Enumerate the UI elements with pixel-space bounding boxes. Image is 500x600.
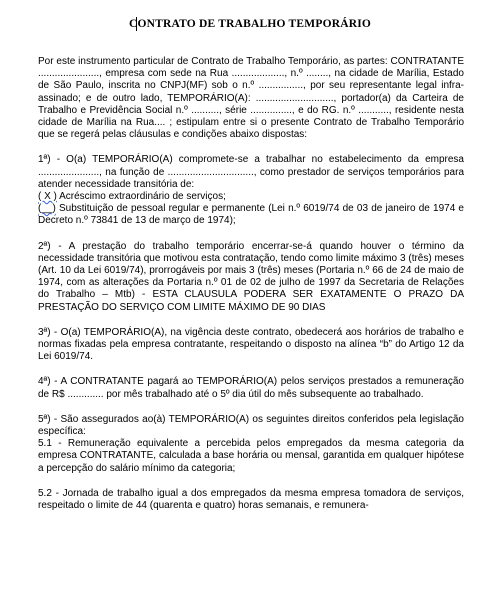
document-title: CONTRATO DE TRABALHO TEMPORÁRIO [128,18,372,30]
clause-5-heading: 5ª) - São assegurados ao(à) TEMPORÁRIO(A) os seguintes direitos conferidos pela legislação específica: [38,413,464,438]
clause-5-item-1: 5.1 - Remuneração equivalente a percebida pelos empregados da mesma categoria da empresa CONTRATANTE, calculada a base horária ou mensal, garantida em qualquer hipótese a percepção do salário mínimo da categoria; [38,438,464,474]
option-2-text: Substituição de pessoal regular e permanente (Lei n.º 6019/74 de 03 de janeiro de 1974 e Decreto n.º 73841 de 13 de março de 1974); [38,203,464,227]
option-1-text: Acréscimo extraordinário de serviços; [56,191,226,203]
clause-1: 1ª) - O(a) TEMPORÁRIO(A) compromete-se a trabalhar no estabelecimento da empresa ......................, na função de ..............................., como prestador de serviços temporários para atender necessidade transitória de: [38,154,464,190]
document-body[interactable] [38,56,464,525]
clause-1-option-1 [38,191,464,203]
checkbox-mark-2[interactable]: (__) [38,203,56,215]
clause-5-item-2: 5.2 - Jornada de trabalho igual a dos empregados da mesma empresa tomadora de serviços, respeitado o limite de 44 (quarenta e quatro) horas semanais, e remunera- [38,487,464,512]
intro-paragraph: Por este instrumento particular de Contrato de Trabalho Temporário, as partes: CONTRATANTE ......................, empresa com sede na Rua ..................., n.º ........, na cidade de Marília, Estado de São Paulo, inscrita no CNPJ(MF) sob o n.º ................, por seu representante legal infra-assinado; e de outro lado, TEMPORÁRIO(A): ............................, portador(a) da Carteira de Trabalho e Previdência Social n.º .........., série ..............., e do RG. n.º ..........., residente nesta cidade de Marília na Rua.... ; estipulam entre si o presente Contrato de Trabalho Temporário que se regerá pelas cláusulas e condições abaixo dispostas: [38,56,464,141]
clause-1-option-2 [38,203,464,227]
clause-2: 2ª) - A prestação do trabalho temporário encerrar-se-á quando houver o término da necessidade transitória que motivou esta contratação, tendo como limite máximo 3 (três) meses (Art. 10 da Lei 6019/74), prorrogáveis por mais 3 (três) meses (Portaria n.º 66 de 24 de maio de 1974, com as alterações da Portaria n.º 01 de 02 de julho de 1997 da Secretaria de Relações do Trabalho – Mtb) - ESTA CLAUSULA PODERA SER EXATAMENTE O PRAZO DA PRESTAÇÃO DO SERVIÇO COM LIMITE MÁXIMO DE 90 DIAS [38,240,464,313]
clause-3: 3ª) - O(a) TEMPORÁRIO(A), na vigência deste contrato, obedecerá aos horários de trabalho e normas fixadas pela empresa contratante, respeitando o disposto na alínea “b” do Artigo 12 da Lei 6019/74. [38,326,464,363]
checkbox-mark-1[interactable]: ( X ) [38,191,57,203]
clause-4: 4ª) - A CONTRATANTE pagará ao TEMPORÁRIO(A) pelos serviços prestados a remuneração de R$ ............. por mês trabalhado até o 5º dia útil do mês subsequente ao trabalhado. [38,376,464,400]
